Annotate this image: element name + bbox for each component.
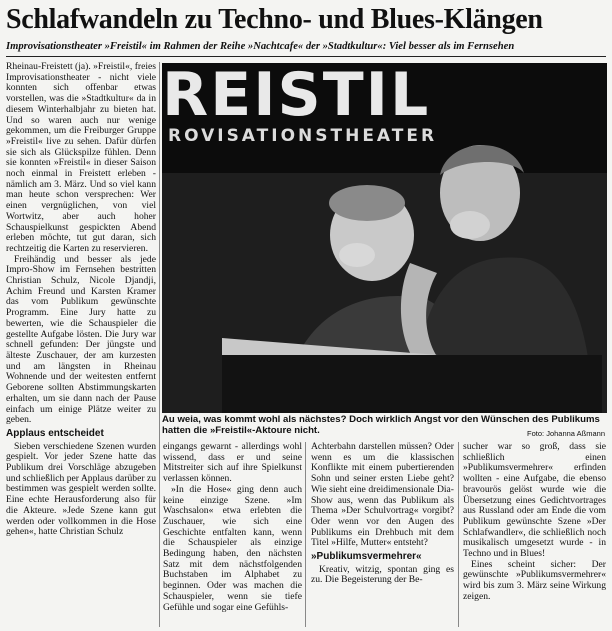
paragraph: Sieben verschiedene Szenen wurden gespielt. Vor jeder Szene hatte das Publikum drei Vorschläge abzugeben und schließlich per Applaus darüber zu bestimmen was gespielt werden sollte. Eine echte Herausforderung also für die Akteure. »Jede Szene kann gut werden oder vollkommen in die Hose gehen«, hatte Christian Schulz: [6, 440, 156, 538]
paragraph: Freihändig und besser als jede Impro-Show im Fernsehen bestritten Christian Schulz, Nicole Djandji, Achim Freund und Karsten Kramer das vom Publikum gewünschte Programm. Eine Jury hatte zu bewerten, wie die Schauspieler die gestellte Aufgabe lösten. Die Jury war schnell gefunden: Der jüngste und älteste Zuschauer, der am kurzesten und am längsten in Rheinau Wohnende und der weitesten entfernt Geborene sollten Abstimmungskarten erhalten, um sie dann nach der Pause einfach um einige Plätze weiter zu geben.: [6, 253, 156, 426]
header-rule: [6, 56, 606, 57]
article-column-3: [311, 442, 454, 628]
paragraph: Achterbahn darstellen müssen? Oder wenn es um die klassischen Konflikte mit einem pubertierenden Sohn und seiner ersten Liebe geht? Wie sieht eine dreidimensionale Dia-Show aus, wenn das Publikum als Thema »Der Schulvortrag« vorgibt? Oder wenn vor den Augen des Publikums ein Drehbuch mit dem Titel »Hilfe, Mutter« entsteht?: [311, 442, 454, 549]
stage-photo-image: [162, 63, 607, 413]
article-subheadline: Improvisationstheater »Freistil« im Rahmen der Reihe »Nachtcafe« der »Stadtkultur«: Viel besser als im Fernsehen: [6, 41, 515, 52]
article-column-1: [6, 62, 156, 627]
photo-caption: Au weia, was kommt wohl als nächstes? Doch wirklich Angst vor den Wünschen des Publikums hatten die »Freistil«-Aktoure nicht.: [162, 414, 600, 436]
column-divider: [159, 62, 160, 627]
paragraph: Eines scheint sicher: Der gewünschte »Publikumsvermehrer« wird bis zum 3. März seine Wirkung zeigen.: [463, 558, 606, 602]
paragraph: »In die Hose« ging denn auch keine einzige Szene. »Im Waschsalon« etwa erlebten die Zuschauer, wie sich eine Geschichte entfalten kann, wenn die Schauspieler als einzige Bedingung haben, den nächsten Satz mit dem nächstfolgenden Buchstaben im Alphabet zu beginnen. Oder was machen die Schauspieler, wenn sie tiefe Gefühle und sogar eine Gefühls-: [163, 483, 302, 613]
banner-title-text: REISTIL: [162, 63, 431, 130]
article-headline: Schlafwandeln zu Techno- und Blues-Klängen: [6, 4, 543, 35]
paragraph: Rheinau-Freistett (ja). »Freistil«, freies Improvisationstheater - nicht viele konnten sich offenbar etwas vorstellen, was die »Stadtkultur« da in diesem Winterhalbjahr zu bieten hat. Und so waren auch nur wenige gekommen, um die Freiburger Gruppe »Freistil« live zu sehen. Dafür dürfen sie sich als Glückspilze fühlen. Denn sie konnten »Freistil« in dieser Saison noch einmal in Freistett erleben - nämlich am 3. März. Und so viel kann man heute schon versprechen: Wer einen vergnüglichen, von viel Wortwitz, aber auch hoher Schauspielkunst gespickten Abend erleben möchte, tut gut daran, sich rechtzeitig die Karten zu reservieren.: [6, 61, 156, 254]
article-column-2: [163, 442, 302, 628]
article-photo: [162, 63, 607, 413]
paragraph: sucher war so groß, dass sie schließlich einen »Publikumsvermehrer« erfinden wollten - eine Aufgabe, die ebenso bravourös gelöst wurde wie die Übersetzung eines Gedichtvortrages aus Russland oder am Ende die vom Publikum gewünschte Szene »Der Schlafwandler«, die schließlich noch musikalisch umgesetzt wurde - in Techno und in Blues!: [463, 442, 606, 560]
paragraph: eingangs gewarnt - allerdings wohl wissend, dass er und seine Mitstreiter sich auf ihre Spielkunst verlassen können.: [163, 442, 302, 485]
column-divider: [458, 442, 459, 627]
article-column-4: [463, 442, 606, 628]
photo-credit: Foto: Johanna Aßmann: [527, 429, 605, 438]
subheading: »Publikumsvermehrer«: [311, 551, 422, 563]
subheading: Applaus entscheidet: [6, 427, 104, 439]
paragraph: Kreativ, witzig, spontan ging es zu. Die Begeisterung der Be-: [311, 563, 454, 586]
column-divider: [305, 442, 306, 627]
banner-subtitle-text: ROVISATIONSTHEATER: [168, 126, 438, 146]
